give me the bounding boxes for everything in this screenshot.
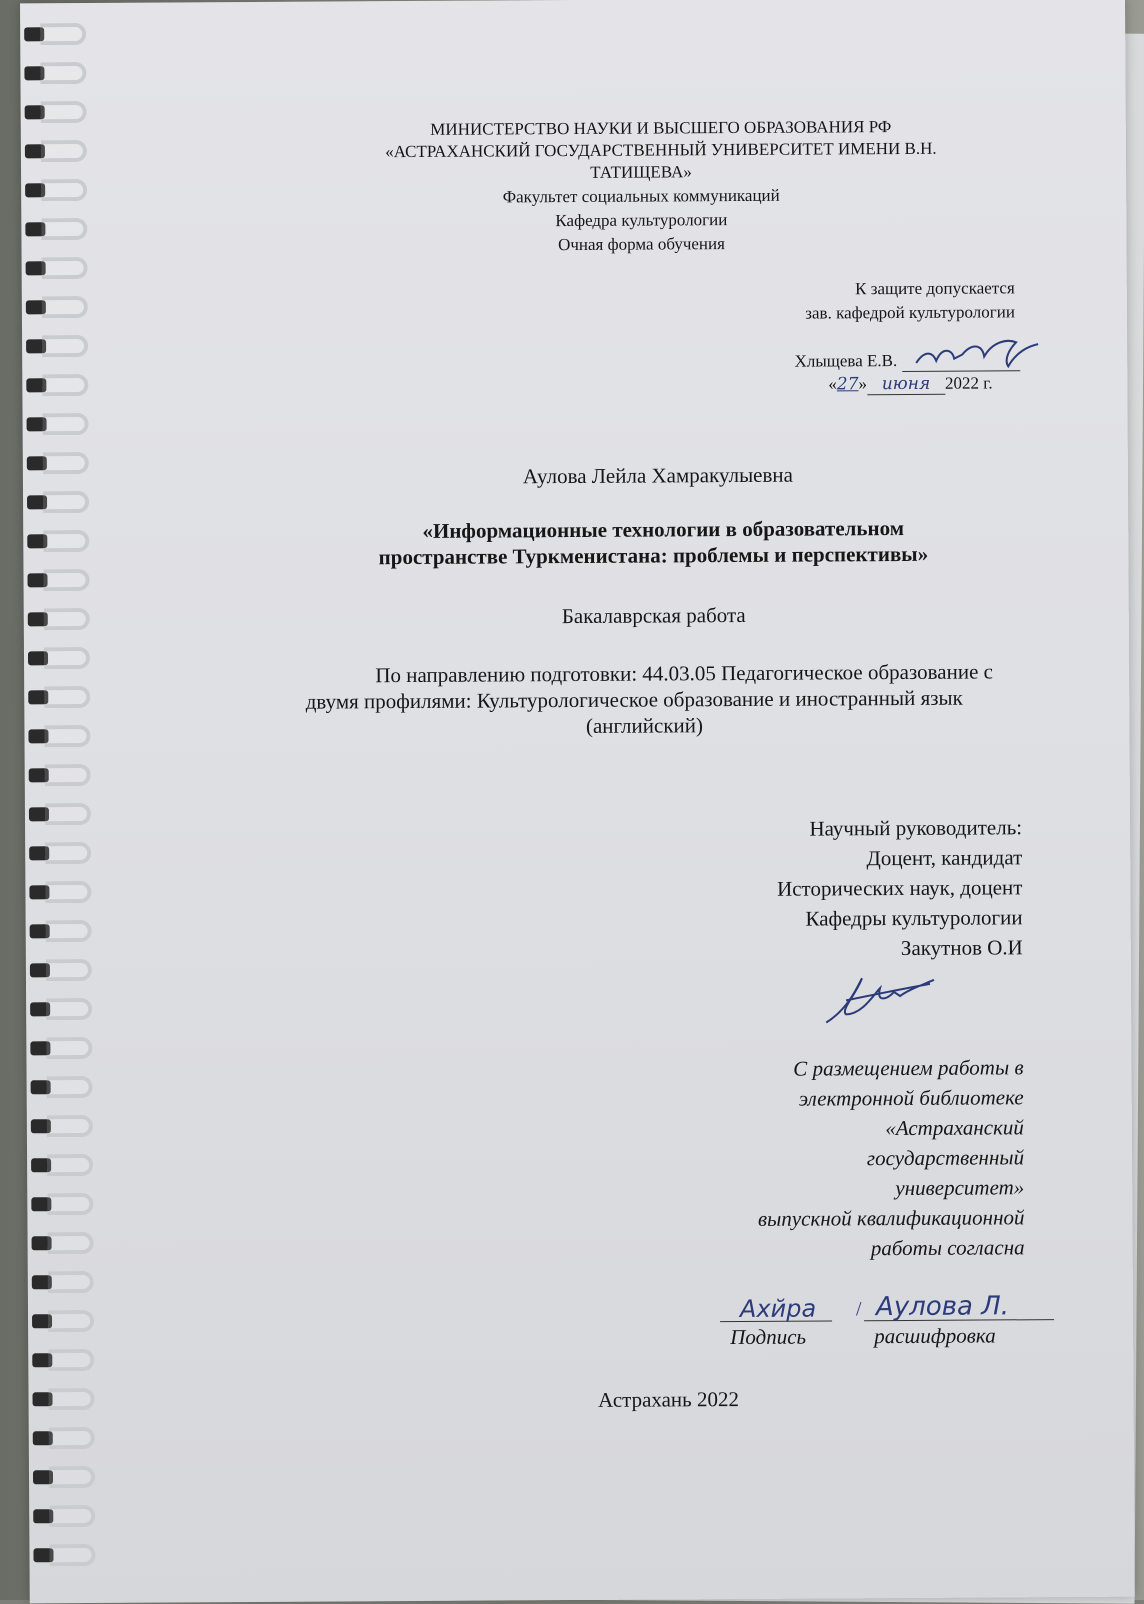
binding-ring (31, 1115, 97, 1137)
date-year: 2022 г. (944, 373, 993, 393)
binding-ring (28, 608, 94, 630)
binding-loop (44, 725, 90, 747)
spiral-binding (24, 23, 104, 1593)
direction-line-3: (английский) (585, 713, 704, 738)
binding-ring (26, 335, 92, 357)
approval-line-1: К защите допускается (855, 278, 1015, 299)
faculty-line: Факультет социальных коммуникаций (502, 185, 780, 207)
supervisor-line-1: Доцент, кандидат (866, 845, 1023, 871)
binding-loop (42, 296, 88, 318)
consent-line-5: университет» (895, 1175, 1025, 1201)
binding-loop (43, 491, 89, 513)
university-line-1: «АСТРАХАНСКИЙ ГОСУДАРСТВЕННЫЙ УНИВЕРСИТЕТ ИМЕНИ В.Н. (385, 138, 937, 162)
direction-line-1: По направлению подготовки: 44.03.05 Педагогическое образование с (375, 659, 994, 688)
title-line-1: «Информационные технологии в образовательном (422, 515, 905, 543)
supervisor-signature (816, 970, 946, 1031)
student-handwritten-signature: Ахйра (739, 1294, 817, 1324)
consent-line-6: выпускной квалификационной (757, 1205, 1025, 1231)
binding-ring (27, 413, 93, 435)
binding-ring (25, 140, 91, 162)
binding-loop (48, 1388, 94, 1410)
binding-ring (32, 1271, 98, 1293)
binding-ring (28, 725, 94, 747)
binding-loop (47, 1115, 93, 1137)
consent-line-7: работы согласна (870, 1235, 1025, 1261)
binding-loop (48, 1232, 94, 1254)
binding-loop (45, 803, 91, 825)
binding-loop (47, 1154, 93, 1176)
signature-separator: / (855, 1298, 862, 1321)
document-page (20, 0, 1135, 1603)
consent-line-4: государственный (866, 1145, 1025, 1171)
head-signature (912, 332, 1042, 373)
direction-line-2: двумя профилями: Культурологическое образование и иностранный язык (305, 685, 963, 714)
binding-ring (26, 257, 92, 279)
binding-loop (48, 1271, 94, 1293)
binding-ring (28, 686, 94, 708)
binding-ring (28, 647, 94, 669)
binding-ring (30, 1037, 96, 1059)
ministry-line: МИНИСТЕРСТВО НАУКИ И ВЫСШЕГО ОБРАЗОВАНИЯ РФ (430, 117, 892, 139)
binding-loop (42, 257, 88, 279)
approval-date (828, 373, 992, 395)
consent-line-2: электронной библиотеке (798, 1085, 1024, 1111)
binding-ring (30, 959, 96, 981)
supervisor-label: Научный руководитель: (809, 815, 1023, 841)
binding-ring (27, 491, 93, 513)
binding-ring (32, 1310, 98, 1332)
binding-ring (29, 881, 95, 903)
binding-ring (30, 920, 96, 942)
work-type: Бакалаврская работа (561, 602, 746, 629)
binding-loop (41, 218, 87, 240)
head-name: Хлыщева Е.В. (794, 351, 898, 371)
binding-ring (25, 179, 91, 201)
binding-loop (43, 452, 89, 474)
approval-line-2: зав. кафедрой культурологии (805, 302, 1015, 323)
binding-loop (43, 569, 89, 591)
binding-loop (41, 101, 87, 123)
university-line-2: ТАТИЩЕВА» (590, 162, 692, 182)
binding-ring (25, 101, 91, 123)
binding-ring (24, 62, 90, 84)
binding-loop (40, 62, 86, 84)
binding-ring (27, 569, 93, 591)
binding-ring (31, 1193, 97, 1215)
supervisor-name: Закутнов О.И (900, 935, 1023, 961)
student-handwritten-name: Аулова Л. (875, 1291, 1010, 1323)
binding-ring (33, 1505, 99, 1527)
binding-ring (32, 1232, 98, 1254)
binding-loop (41, 140, 87, 162)
binding-loop (49, 1466, 95, 1488)
binding-ring (26, 296, 92, 318)
binding-ring (33, 1466, 99, 1488)
binding-loop (49, 1427, 95, 1449)
binding-ring (31, 1076, 97, 1098)
binding-ring (29, 803, 95, 825)
binding-loop (45, 881, 91, 903)
binding-loop (44, 608, 90, 630)
decoding-label: расшифровка (874, 1323, 996, 1349)
binding-ring (27, 530, 93, 552)
date-close-quote: » (858, 374, 868, 394)
supervisor-line-3: Кафедры культурологии (805, 905, 1023, 931)
binding-ring (31, 1154, 97, 1176)
binding-loop (48, 1349, 94, 1371)
binding-loop (44, 647, 90, 669)
binding-ring (33, 1544, 99, 1566)
binding-loop (43, 530, 89, 552)
binding-ring (32, 1388, 98, 1410)
binding-loop (43, 413, 89, 435)
supervisor-line-2: Исторических наук, доцент (776, 875, 1023, 901)
binding-loop (42, 374, 88, 396)
binding-loop (47, 1193, 93, 1215)
title-line-2: пространстве Туркменистана: проблемы и перспективы» (378, 541, 929, 570)
binding-ring (25, 218, 91, 240)
binding-loop (45, 764, 91, 786)
author-name: Аулова Лейла Хамракулыевна (522, 462, 794, 489)
binding-loop (40, 23, 86, 45)
binding-ring (30, 998, 96, 1020)
binding-ring (29, 842, 95, 864)
binding-loop (49, 1505, 95, 1527)
binding-ring (32, 1349, 98, 1371)
binding-loop (46, 959, 92, 981)
city-year: Астрахань 2022 (598, 1387, 740, 1412)
binding-loop (44, 686, 90, 708)
binding-ring (29, 764, 95, 786)
binding-loop (46, 920, 92, 942)
consent-line-3: «Астраханский (885, 1115, 1024, 1141)
binding-loop (46, 1037, 92, 1059)
binding-ring (24, 23, 90, 45)
date-month: июня (867, 374, 945, 395)
date-day: 27 (836, 374, 859, 395)
binding-loop (45, 842, 91, 864)
binding-loop (46, 998, 92, 1020)
binding-loop (47, 1076, 93, 1098)
study-form-line: Очная форма обучения (557, 234, 725, 255)
binding-ring (33, 1427, 99, 1449)
binding-loop (49, 1544, 95, 1566)
binding-loop (42, 335, 88, 357)
binding-loop (48, 1310, 94, 1332)
consent-line-1: С размещением работы в (793, 1055, 1024, 1081)
department-line: Кафедра культурологии (555, 210, 728, 231)
binding-loop (41, 179, 87, 201)
binding-ring (26, 374, 92, 396)
binding-ring (27, 452, 93, 474)
date-open-quote: « (828, 374, 837, 394)
signature-label: Подпись (730, 1324, 807, 1350)
